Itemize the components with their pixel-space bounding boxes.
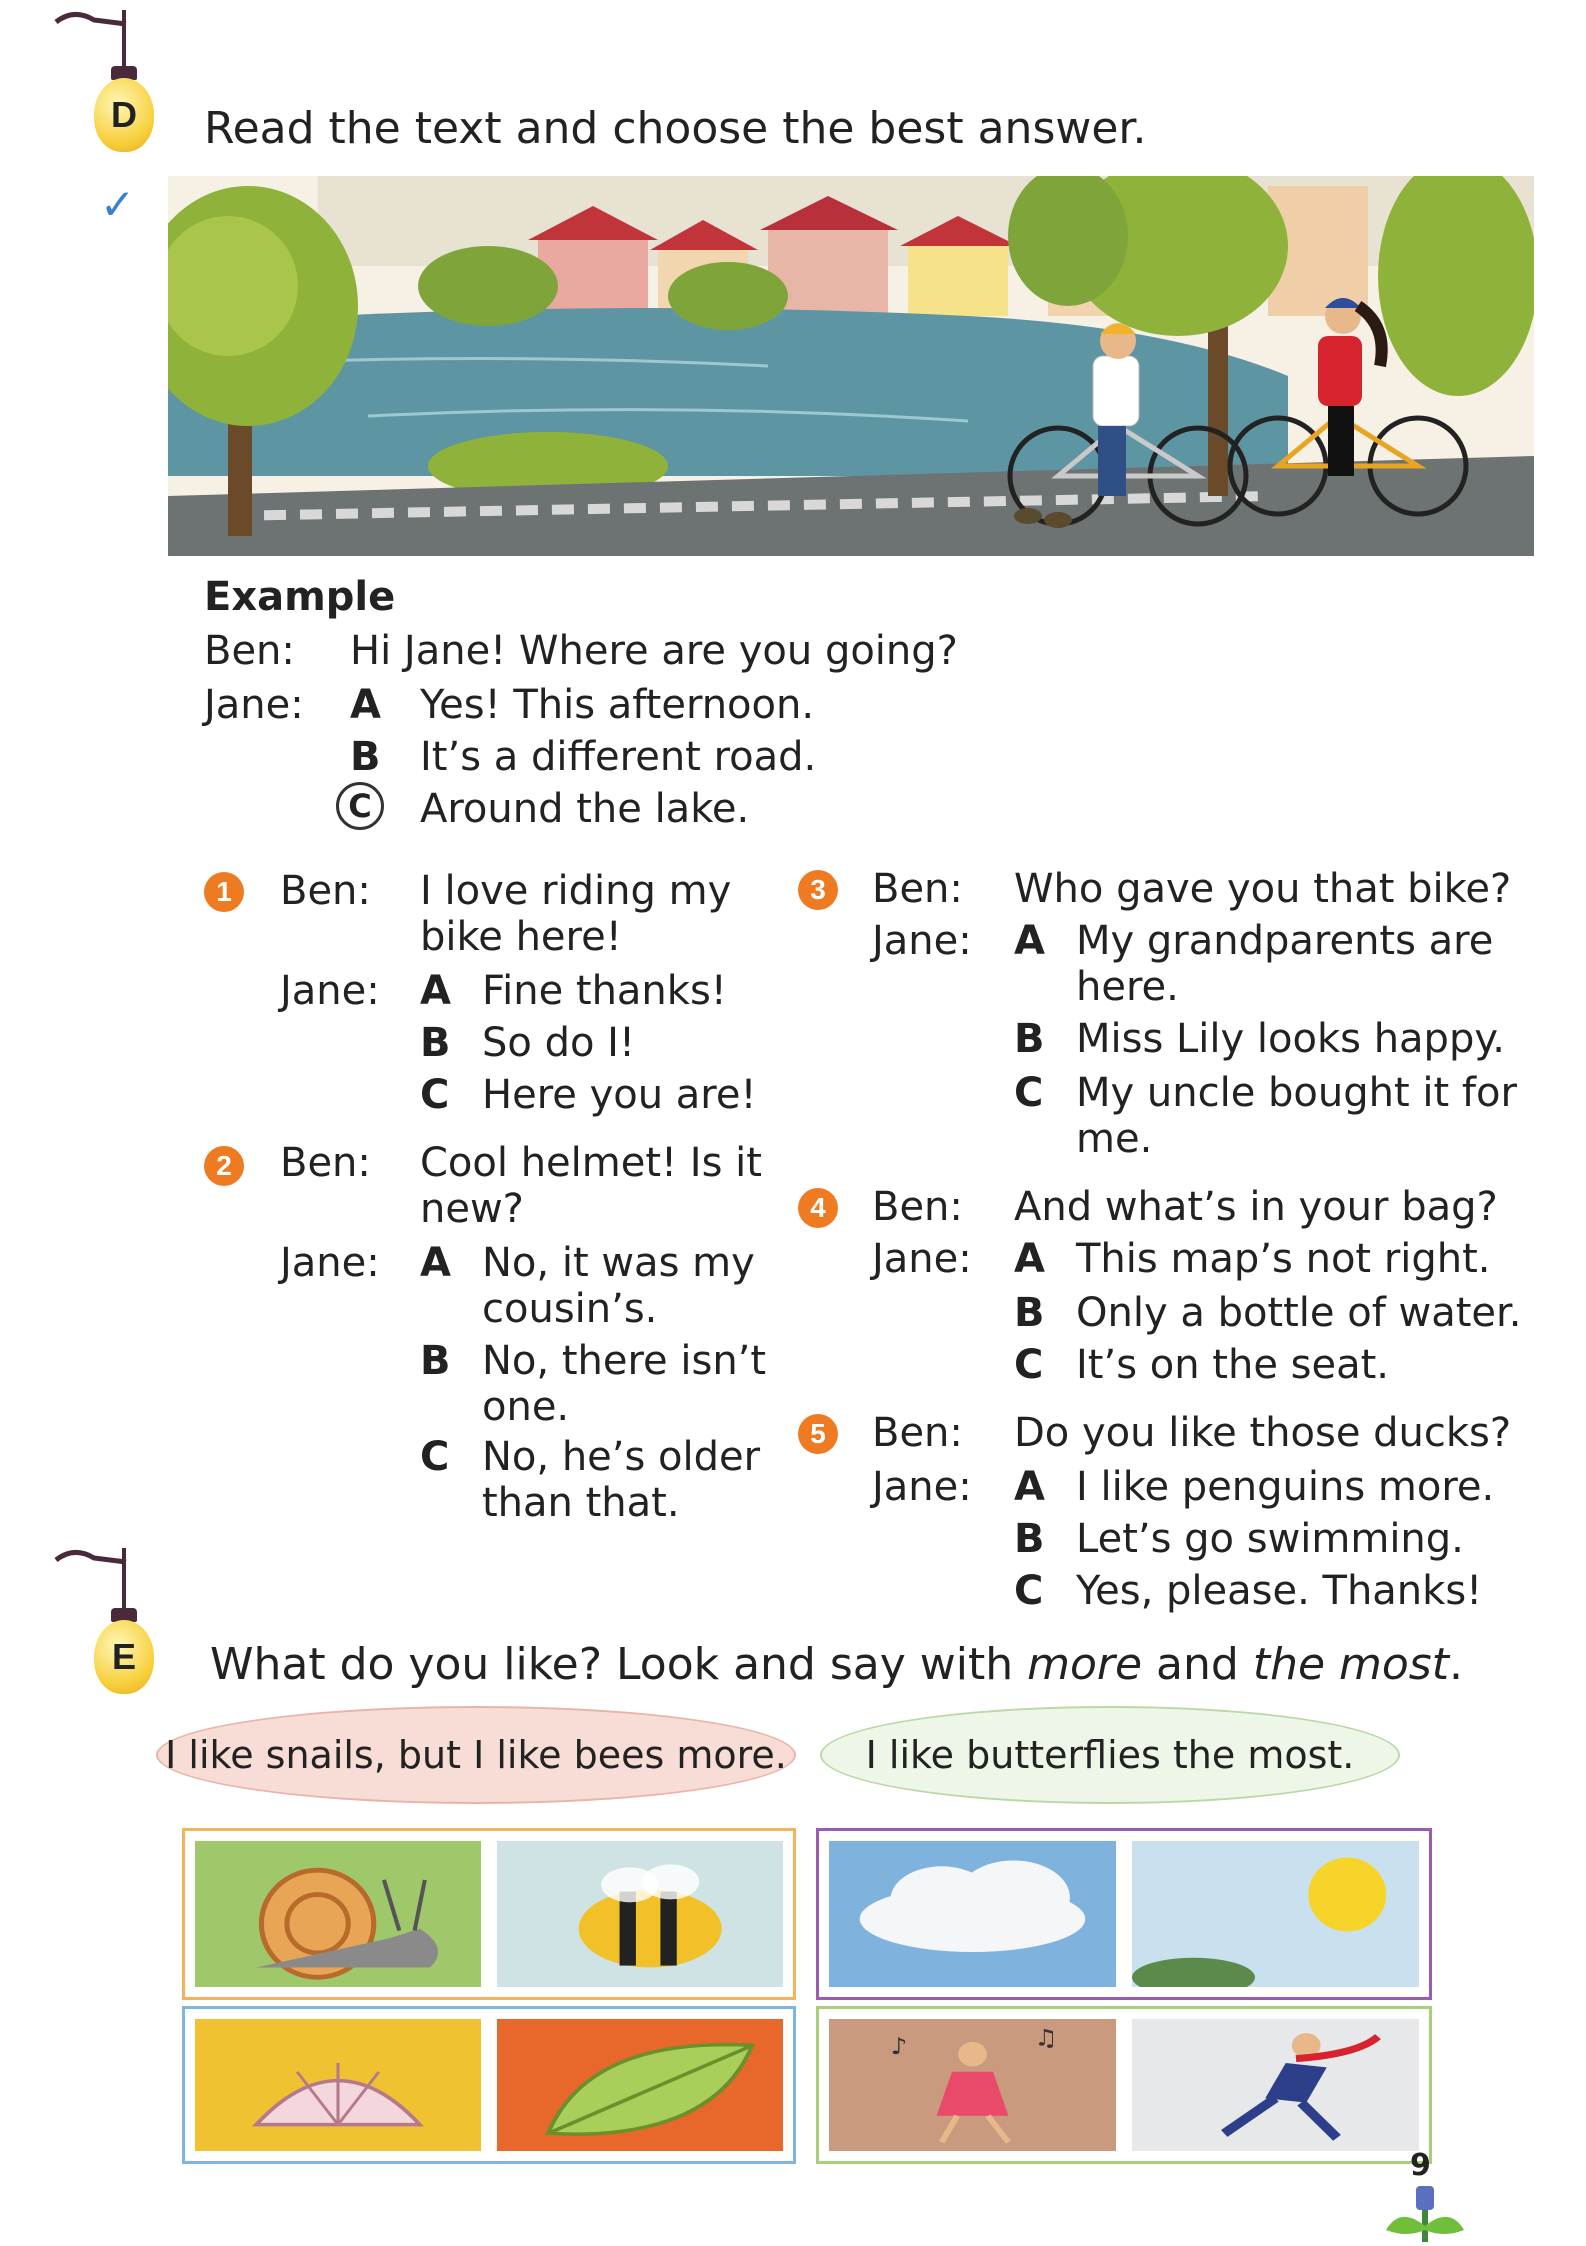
option-letter[interactable]: A	[420, 1240, 451, 1286]
option-text[interactable]: Only a bottle of water.	[1076, 1290, 1522, 1336]
question-line: Cool helmet! Is it	[420, 1140, 762, 1186]
option-text[interactable]: cousin’s.	[482, 1286, 658, 1332]
question-number-badge: 1	[204, 872, 244, 912]
question-line: I love riding my	[420, 868, 732, 914]
option-text[interactable]: one.	[482, 1384, 570, 1430]
sun-picture	[1132, 1841, 1419, 1987]
option-text[interactable]: Here you are!	[482, 1072, 757, 1118]
question-number-badge: 5	[798, 1414, 838, 1454]
picture-panel	[816, 2006, 1432, 2164]
lamp-plant-icon	[1380, 2186, 1470, 2242]
question-speaker: Ben:	[280, 1140, 371, 1186]
lamp-hook-icon	[54, 1546, 154, 1576]
option-text[interactable]: No, there isn’t	[482, 1338, 767, 1384]
example-label: Example	[204, 574, 396, 620]
option-text[interactable]: This map’s not right.	[1076, 1236, 1491, 1282]
lamp-hook-icon	[54, 8, 154, 38]
section-e-badge: E	[94, 1620, 154, 1694]
option-letter[interactable]: B	[1014, 1016, 1045, 1062]
option-letter[interactable]: A	[1014, 1464, 1045, 1510]
option-letter[interactable]: B	[1014, 1290, 1045, 1336]
option-text[interactable]: No, it was my	[482, 1240, 755, 1286]
svg-text:♪: ♪	[890, 2033, 908, 2060]
section-d-instruction: Read the text and choose the best answer.	[204, 103, 1147, 154]
speech-bubble-text: I like butterflies the most.	[865, 1733, 1355, 1777]
option-text[interactable]: I like penguins more.	[1076, 1464, 1495, 1510]
question-line: bike here!	[420, 914, 622, 960]
option-letter[interactable]: A	[1014, 1236, 1045, 1282]
question-number-badge: 4	[798, 1188, 838, 1228]
picture-panel	[182, 2006, 796, 2164]
option-text[interactable]: It’s on the seat.	[1076, 1342, 1390, 1388]
option-text[interactable]: My grandparents are	[1076, 918, 1494, 964]
option-text[interactable]: here.	[1076, 964, 1179, 1010]
question-line: And what’s in your bag?	[1014, 1184, 1498, 1230]
selected-answer-circle: C	[336, 782, 384, 830]
question-line: Who gave you that bike?	[1014, 866, 1512, 912]
cloud-picture	[829, 1841, 1116, 1987]
dancer-picture	[829, 2019, 1116, 2151]
leaf-picture	[497, 2019, 783, 2151]
lake-cycling-illustration	[168, 176, 1534, 556]
instruction-emphasis: more	[1027, 1639, 1143, 1690]
question-line: Do you like those ducks?	[1014, 1410, 1512, 1456]
speech-bubble	[156, 1706, 796, 1804]
question-line: new?	[420, 1186, 524, 1232]
example-option-letter: A	[350, 682, 381, 728]
option-letter[interactable]: B	[420, 1020, 451, 1066]
runner-picture	[1132, 2019, 1419, 2151]
svg-text:♫: ♫	[1034, 2024, 1058, 2051]
option-letter[interactable]: B	[420, 1338, 451, 1384]
speech-bubble	[820, 1706, 1400, 1804]
option-letter[interactable]: C	[420, 1434, 450, 1480]
lamp-e	[54, 1546, 154, 1696]
question-number-badge: 3	[798, 870, 838, 910]
option-text[interactable]: me.	[1076, 1116, 1153, 1162]
question-speaker: Ben:	[872, 1184, 963, 1230]
answer-speaker: Jane:	[872, 1464, 972, 1510]
speech-bubble-text: I like snails, but I like bees more.	[165, 1733, 787, 1777]
option-letter[interactable]: B	[1014, 1516, 1045, 1562]
example-option-text: Yes! This afternoon.	[420, 682, 815, 728]
instruction-text: .	[1448, 1639, 1463, 1690]
option-text[interactable]: My uncle bought it for	[1076, 1070, 1517, 1116]
option-letter[interactable]: C	[1014, 1342, 1044, 1388]
option-text[interactable]: Fine thanks!	[482, 968, 727, 1014]
option-text[interactable]: Yes, please. Thanks!	[1076, 1568, 1483, 1614]
answer-speaker: Jane:	[280, 968, 380, 1014]
option-text[interactable]: than that.	[482, 1480, 680, 1526]
section-d-badge: D	[94, 78, 154, 152]
question-speaker: Ben:	[280, 868, 371, 914]
option-letter[interactable]: C	[1014, 1070, 1044, 1116]
option-letter[interactable]: C	[420, 1072, 450, 1118]
lamp-d	[54, 8, 154, 148]
option-letter[interactable]: A	[420, 968, 451, 1014]
option-letter[interactable]: C	[1014, 1568, 1044, 1614]
page-number: 9	[1410, 2148, 1431, 2183]
option-letter[interactable]: A	[1014, 918, 1045, 964]
answer-speaker: Jane:	[280, 1240, 380, 1286]
example-question-speaker: Ben:	[204, 628, 295, 674]
example-question: Hi Jane! Where are you going?	[350, 628, 958, 674]
answer-speaker: Jane:	[872, 1236, 972, 1282]
example-option-text: Around the lake.	[420, 786, 750, 832]
picture-panel	[816, 1828, 1432, 2000]
option-text[interactable]: Miss Lily looks happy.	[1076, 1016, 1506, 1062]
example-option-text: It’s a different road.	[420, 734, 817, 780]
question-speaker: Ben:	[872, 866, 963, 912]
example-option-letter: B	[350, 734, 381, 780]
answer-speaker: Jane:	[872, 918, 972, 964]
option-text[interactable]: Let’s go swimming.	[1076, 1516, 1464, 1562]
question-number-badge: 2	[204, 1146, 244, 1186]
instruction-text: and	[1142, 1639, 1253, 1690]
snail-picture	[195, 1841, 481, 1987]
question-speaker: Ben:	[872, 1410, 963, 1456]
option-text[interactable]: No, he’s older	[482, 1434, 761, 1480]
picture-panel	[182, 1828, 796, 2000]
section-e-instruction	[210, 1640, 1463, 1690]
instruction-emphasis: the most	[1252, 1639, 1449, 1690]
option-text[interactable]: So do I!	[482, 1020, 635, 1066]
bee-picture	[497, 1841, 783, 1987]
shell-picture	[195, 2019, 481, 2151]
instruction-text: What do you like? Look and say with	[210, 1639, 1028, 1690]
check-mark-icon: ✓	[100, 180, 136, 229]
example-answer-speaker: Jane:	[204, 682, 304, 728]
